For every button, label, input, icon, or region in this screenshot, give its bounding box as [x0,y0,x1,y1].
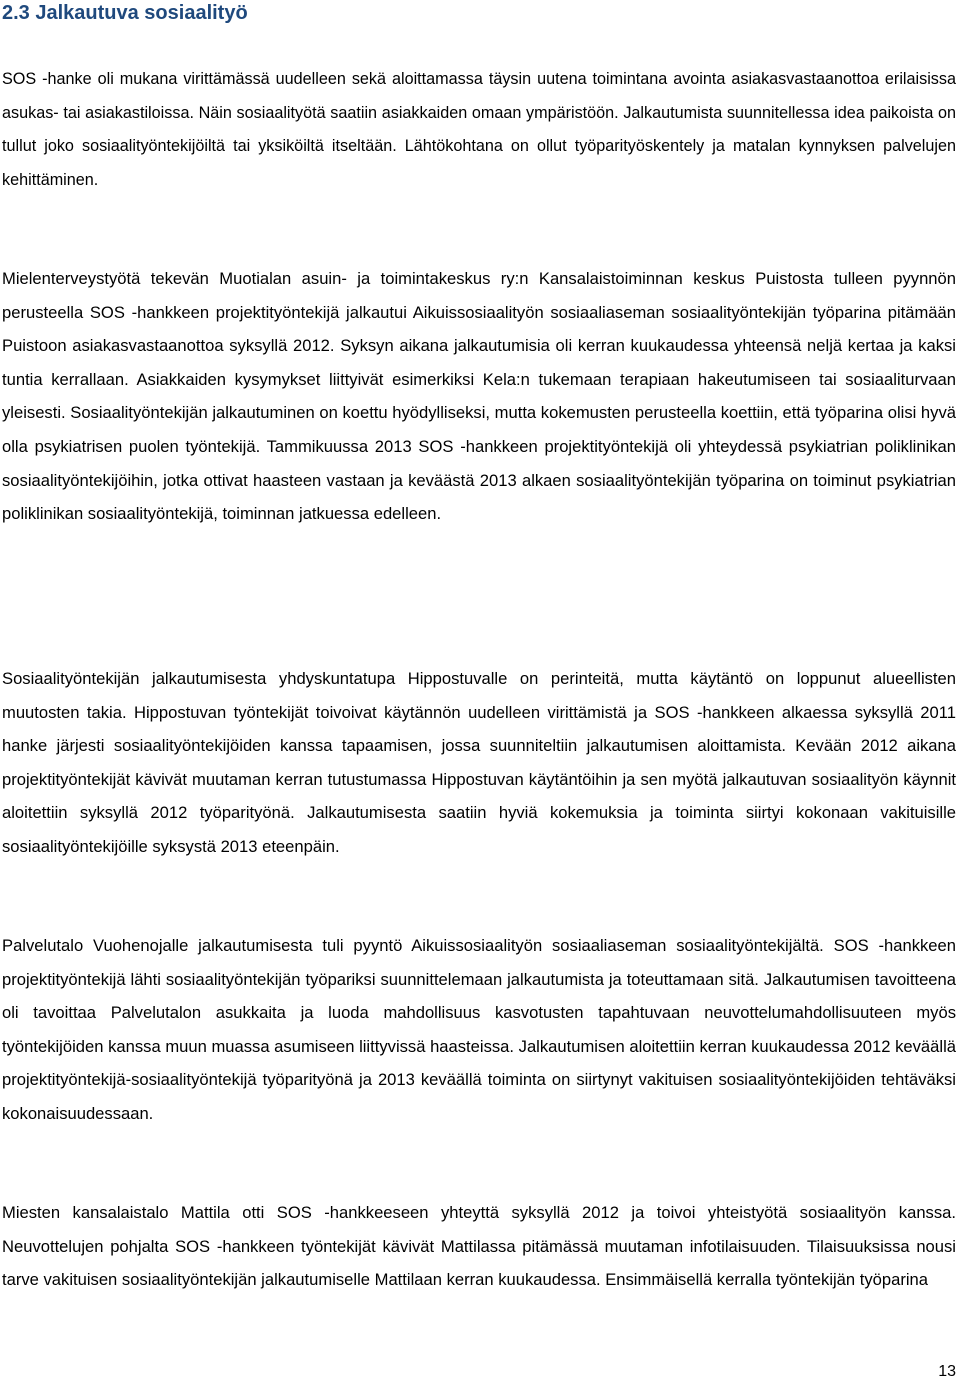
paragraph-hippostupa: Sosiaalityöntekijän jalkautumisesta yhdyskuntatupa Hippostuvalle on perinteitä, mutta käytäntö on loppunut alueellisten muutosten takia. Hippostuvan työntekijät toivoivat käytännön uudelleen virittämistä ja SOS -hankkeen alkaessa syksyllä 2011 hanke järjesti sosiaalityöntekijöiden kanssa tapaamisen, jossa suunniteltiin jalkautumisen aloittamista. Kevään 2012 aikana projektityöntekijät kävivät muutaman kerran tutustumassa Hippostuvan käytäntöihin ja sen myötä jalkautuvan sosiaalityön käynnit aloitettiin syksyllä 2012 työparityönä. Jalkautumisesta saatiin hyviä kokemuksia ja toiminta siirtyi kokonaan vakituisille sosiaalityöntekijöille syksystä 2013 eteenpäin. [2,669,956,856]
paragraph-puisto: Mielenterveystyötä tekevän Muotialan asuin- ja toimintakeskus ry:n Kansalaistoiminnan keskus Puistosta tulleen pyynnön perusteella SOS -hankkeen projektityöntekijä jalkautui Aikuissosiaalityön sosiaaliaseman sosiaalityöntekijän työparina pitämään Puistoon asiakasvastaanottoa syksyllä 2012. Syksyn aikana jalkautumisia oli kerran kuukaudessa yhteensä neljä kertaa ja kaksi tuntia kerrallaan. Asiakkaiden kysymykset liittyivät esimerkiksi Kela:n tukemaan terapiaan hakeutumiseen tai sosiaaliturvaan yleisesti. Sosiaalityöntekijän jalkautuminen on koettu hyödylliseksi, mutta kokemusten perusteella koettiin, että työparina olisi hyvä olla psykiatrisen puolen työntekijä. Tammikuussa 2013 SOS -hankkeen projektityöntekijä oli yhteydessä psykiatrian poliklinikan sosiaalityöntekijöihin, jotka ottivat haasteen vastaan ja keväästä 2013 alkaen sosiaalityöntekijän työparina on toiminut psykiatrian poliklinikan sosiaalityöntekijä, toiminnan jatkuessa edelleen. [2,269,956,524]
paragraph-intro: SOS -hanke oli mukana virittämässä uudelleen sekä aloittamassa täysin uutena toimintana avointa asiakasvastaanottoa erilaisissa asukas- tai asiakastiloissa. Näin sosiaalityötä saatiin asiakkaiden omaan ympäristöön. Jalkautumista suunnitellessa idea paikoista on tullut joko sosiaalityöntekijöiltä tai yksiköiltä itseltään. Lähtökohtana on ollut työparityöskentely ja matalan kynnyksen palvelujen kehittäminen. [2,70,956,189]
page-number: 13 [938,1363,956,1380]
paragraph-mattila: Miesten kansalaistalo Mattila otti SOS -hankkeeseen yhteyttä syksyllä 2012 ja toivoi yhteistyötä sosiaalityön kanssa. Neuvottelujen pohjalta SOS -hankkeen työntekijät kävivät Mattilassa pitämässä muutaman infotilaisuuden. Tilaisuuksissa nousi tarve vakituisen sosiaalityöntekijän jalkautumiselle Mattilaan kerran kuukaudessa. Ensimmäisellä kerralla työntekijän työparina [2,1203,956,1290]
section-heading: 2.3 Jalkautuva sosiaalityö [2,2,248,24]
paragraph-vuohenoja: Palvelutalo Vuohenojalle jalkautumisesta tuli pyyntö Aikuissosiaalityön sosiaaliaseman sosiaalityöntekijältä. SOS -hankkeen projektityöntekijä lähti sosiaalityöntekijän työpariksi suunnittelemaan jalkautumista ja toteuttamaan sitä. Jalkautumisen tavoitteena oli tavoittaa Palvelutalon asukkaita ja luoda mahdollisuus kasvotusten tapahtuvaan neuvottelumahdollisuuteen myös työntekijöiden kanssa muun muassa asumiseen liittyvissä haasteissa. Jalkautumisen aloitettiin kerran kuukaudessa 2012 keväällä projektityöntekijä-sosiaalityöntekijä työparityönä ja 2013 keväällä toiminta on siirtynyt vakituisen sosiaalityöntekijöiden tehtäväksi kokonaisuudessaan. [2,936,956,1123]
